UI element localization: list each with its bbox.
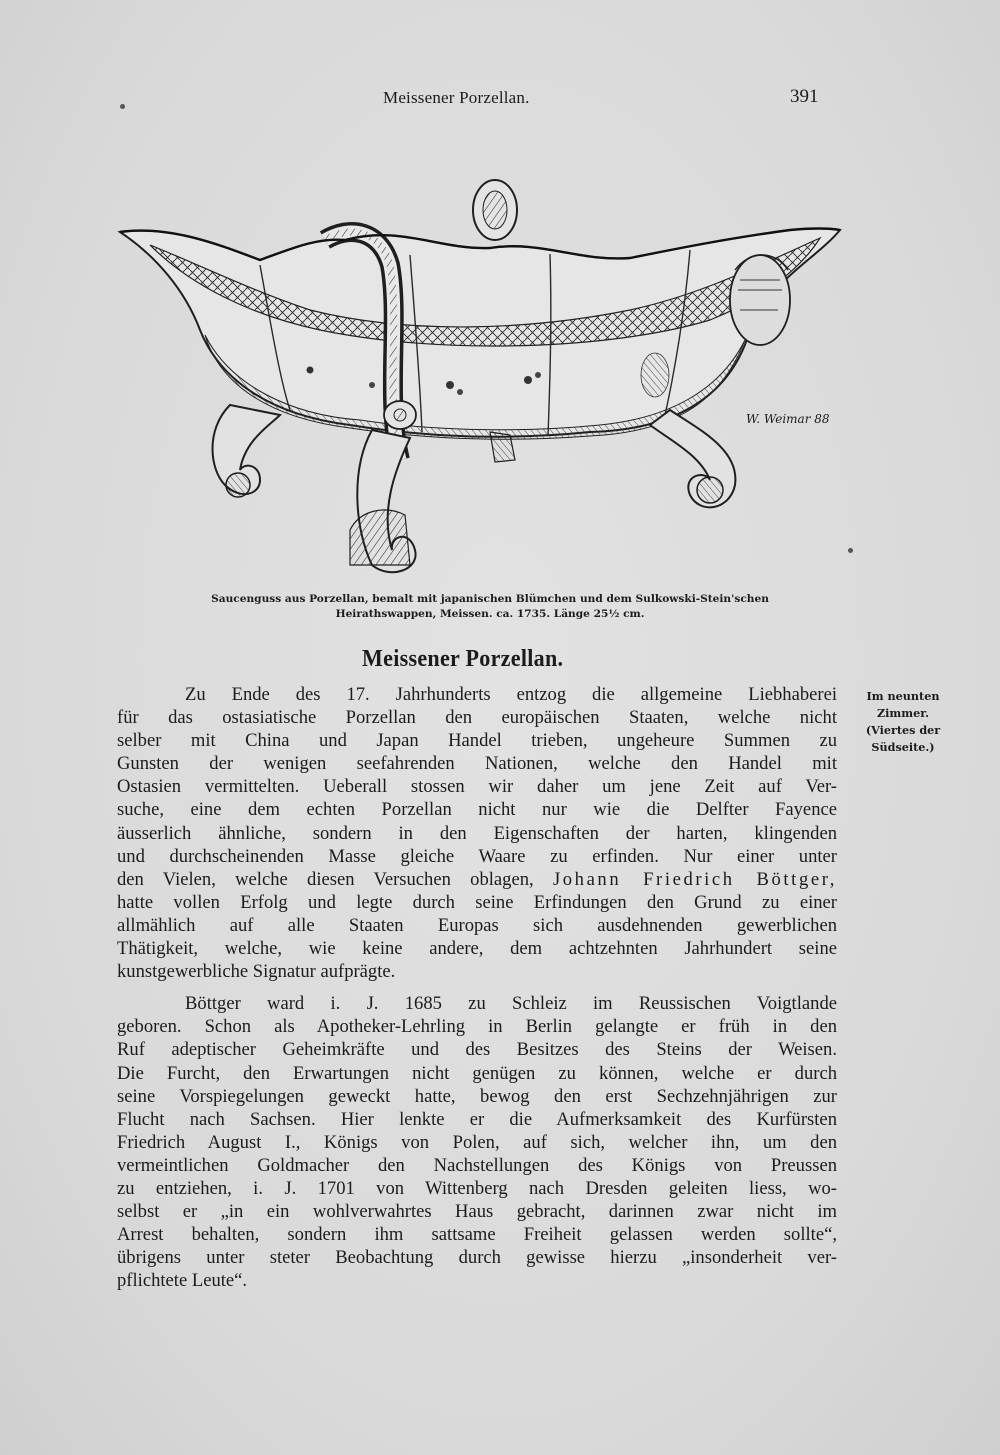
print-speck: [120, 104, 125, 109]
text-line: vermeintlichen Goldmacher den Nachstellungen des Königs von Preussen: [117, 1154, 837, 1176]
text-line: geboren. Schon als Apotheker-Lehrling in Berlin gelangte er früh in den: [117, 1016, 837, 1038]
body-text: [117, 683, 837, 1292]
text-line: Gunsten der wenigen seefahrenden Nationen, welche den Handel mit: [117, 753, 837, 775]
text-line: Friedrich August I., Königs von Polen, auf sich, welcher ihn, um den: [117, 1131, 837, 1153]
caption-line-1: Saucenguss aus Porzellan, bemalt mit japanischen Blümchen und dem Sulkowski-Stein'schen: [211, 593, 769, 605]
sauceboat-engraving: [110, 170, 850, 585]
text-line: kunstgewerbliche Signatur aufprägte.: [117, 961, 396, 983]
print-speck: [848, 548, 853, 553]
caption-line-2: Heirathswappen, Meissen. ca. 1735. Länge 25½ cm.: [335, 608, 645, 620]
text-line: Ostasien vermittelten. Ueberall stossen wir daher um jene Zeit auf Ver-: [117, 776, 837, 798]
text-line: seine Vorspiegelungen geweckt hatte, bewog den erst Sechzehnjährigen zur: [117, 1085, 837, 1107]
text-line: Thätigkeit, welche, wie keine andere, dem achtzehnten Jahrhundert seine: [117, 938, 837, 960]
paragraph-2: [117, 992, 837, 1292]
text-line: Ruf adeptischer Geheimkräfte und des Besitzes des Steins der Weisen.: [117, 1039, 837, 1061]
text-line: Böttger ward i. J. 1685 zu Schleiz im Reussischen Voigtlande: [185, 993, 837, 1015]
marginal-line: Zimmer.: [877, 706, 929, 720]
text-line: Zu Ende des 17. Jahrhunderts entzog die allgemeine Liebhaberei: [185, 684, 837, 705]
text-line: Flucht nach Sachsen. Hier lenkte er die Aufmerksamkeit des Kurfürsten: [117, 1108, 837, 1130]
text-line: Die Furcht, den Erwartungen nicht genügen zu können, welche er durch: [117, 1062, 837, 1084]
text-line: allmählich auf alle Staaten Europas sich ausdehnenden gewerblichen: [117, 914, 837, 936]
text-line: äusserlich ähnliche, sondern in den Eigenschaften der harten, klingenden: [117, 822, 837, 844]
text-line: pflichtete Leute“.: [117, 1270, 248, 1292]
text-line: suche, eine dem echten Porzellan nicht nur wie die Delfter Fayence: [117, 799, 837, 821]
marginal-line: Im neunten: [866, 689, 940, 703]
engraver-signature: W. Weimar 88: [746, 412, 830, 426]
text-line: hatte vollen Erfolg und legte durch seine Erfindungen den Grund zu einer: [117, 891, 837, 913]
page-number: 391: [790, 86, 819, 107]
text-segment: den Vielen, welche diesen Versuchen oblagen,: [117, 868, 534, 890]
marginal-note: [848, 688, 958, 756]
text-line: selbst er „in ein wohlverwahrtes Haus gebracht, darinnen zwar nicht im: [117, 1201, 837, 1223]
paragraph-1: [117, 683, 837, 983]
text-line: für das ostasiatische Porzellan den europäischen Staaten, welche nicht: [117, 707, 837, 729]
text-line: selber mit China und Japan Handel trieben, ungeheure Summen zu: [117, 730, 837, 752]
figure-caption: [120, 592, 860, 622]
marginal-line: (Viertes der: [865, 723, 941, 737]
text-line: übrigens unter steter Beobachtung durch gewisse hierzu „insonderheit ver-: [117, 1247, 837, 1269]
running-head: Meissener Porzellan.: [383, 88, 530, 107]
text-line: Arrest behalten, sondern ihm sattsame Freiheit gelassen werden sollte“,: [117, 1224, 837, 1246]
section-title: Meissener Porzellan.: [362, 646, 564, 672]
person-name: Johann Friedrich Böttger,: [552, 868, 837, 890]
marginal-line: Südseite.): [871, 740, 935, 754]
text-line-with-name: [117, 868, 837, 891]
text-line: zu entziehen, i. J. 1701 von Wittenberg nach Dresden geleiten liess, wo-: [117, 1177, 837, 1199]
text-line: und durchscheinenden Masse gleiche Waare zu erfinden. Nur einer unter: [117, 845, 837, 867]
